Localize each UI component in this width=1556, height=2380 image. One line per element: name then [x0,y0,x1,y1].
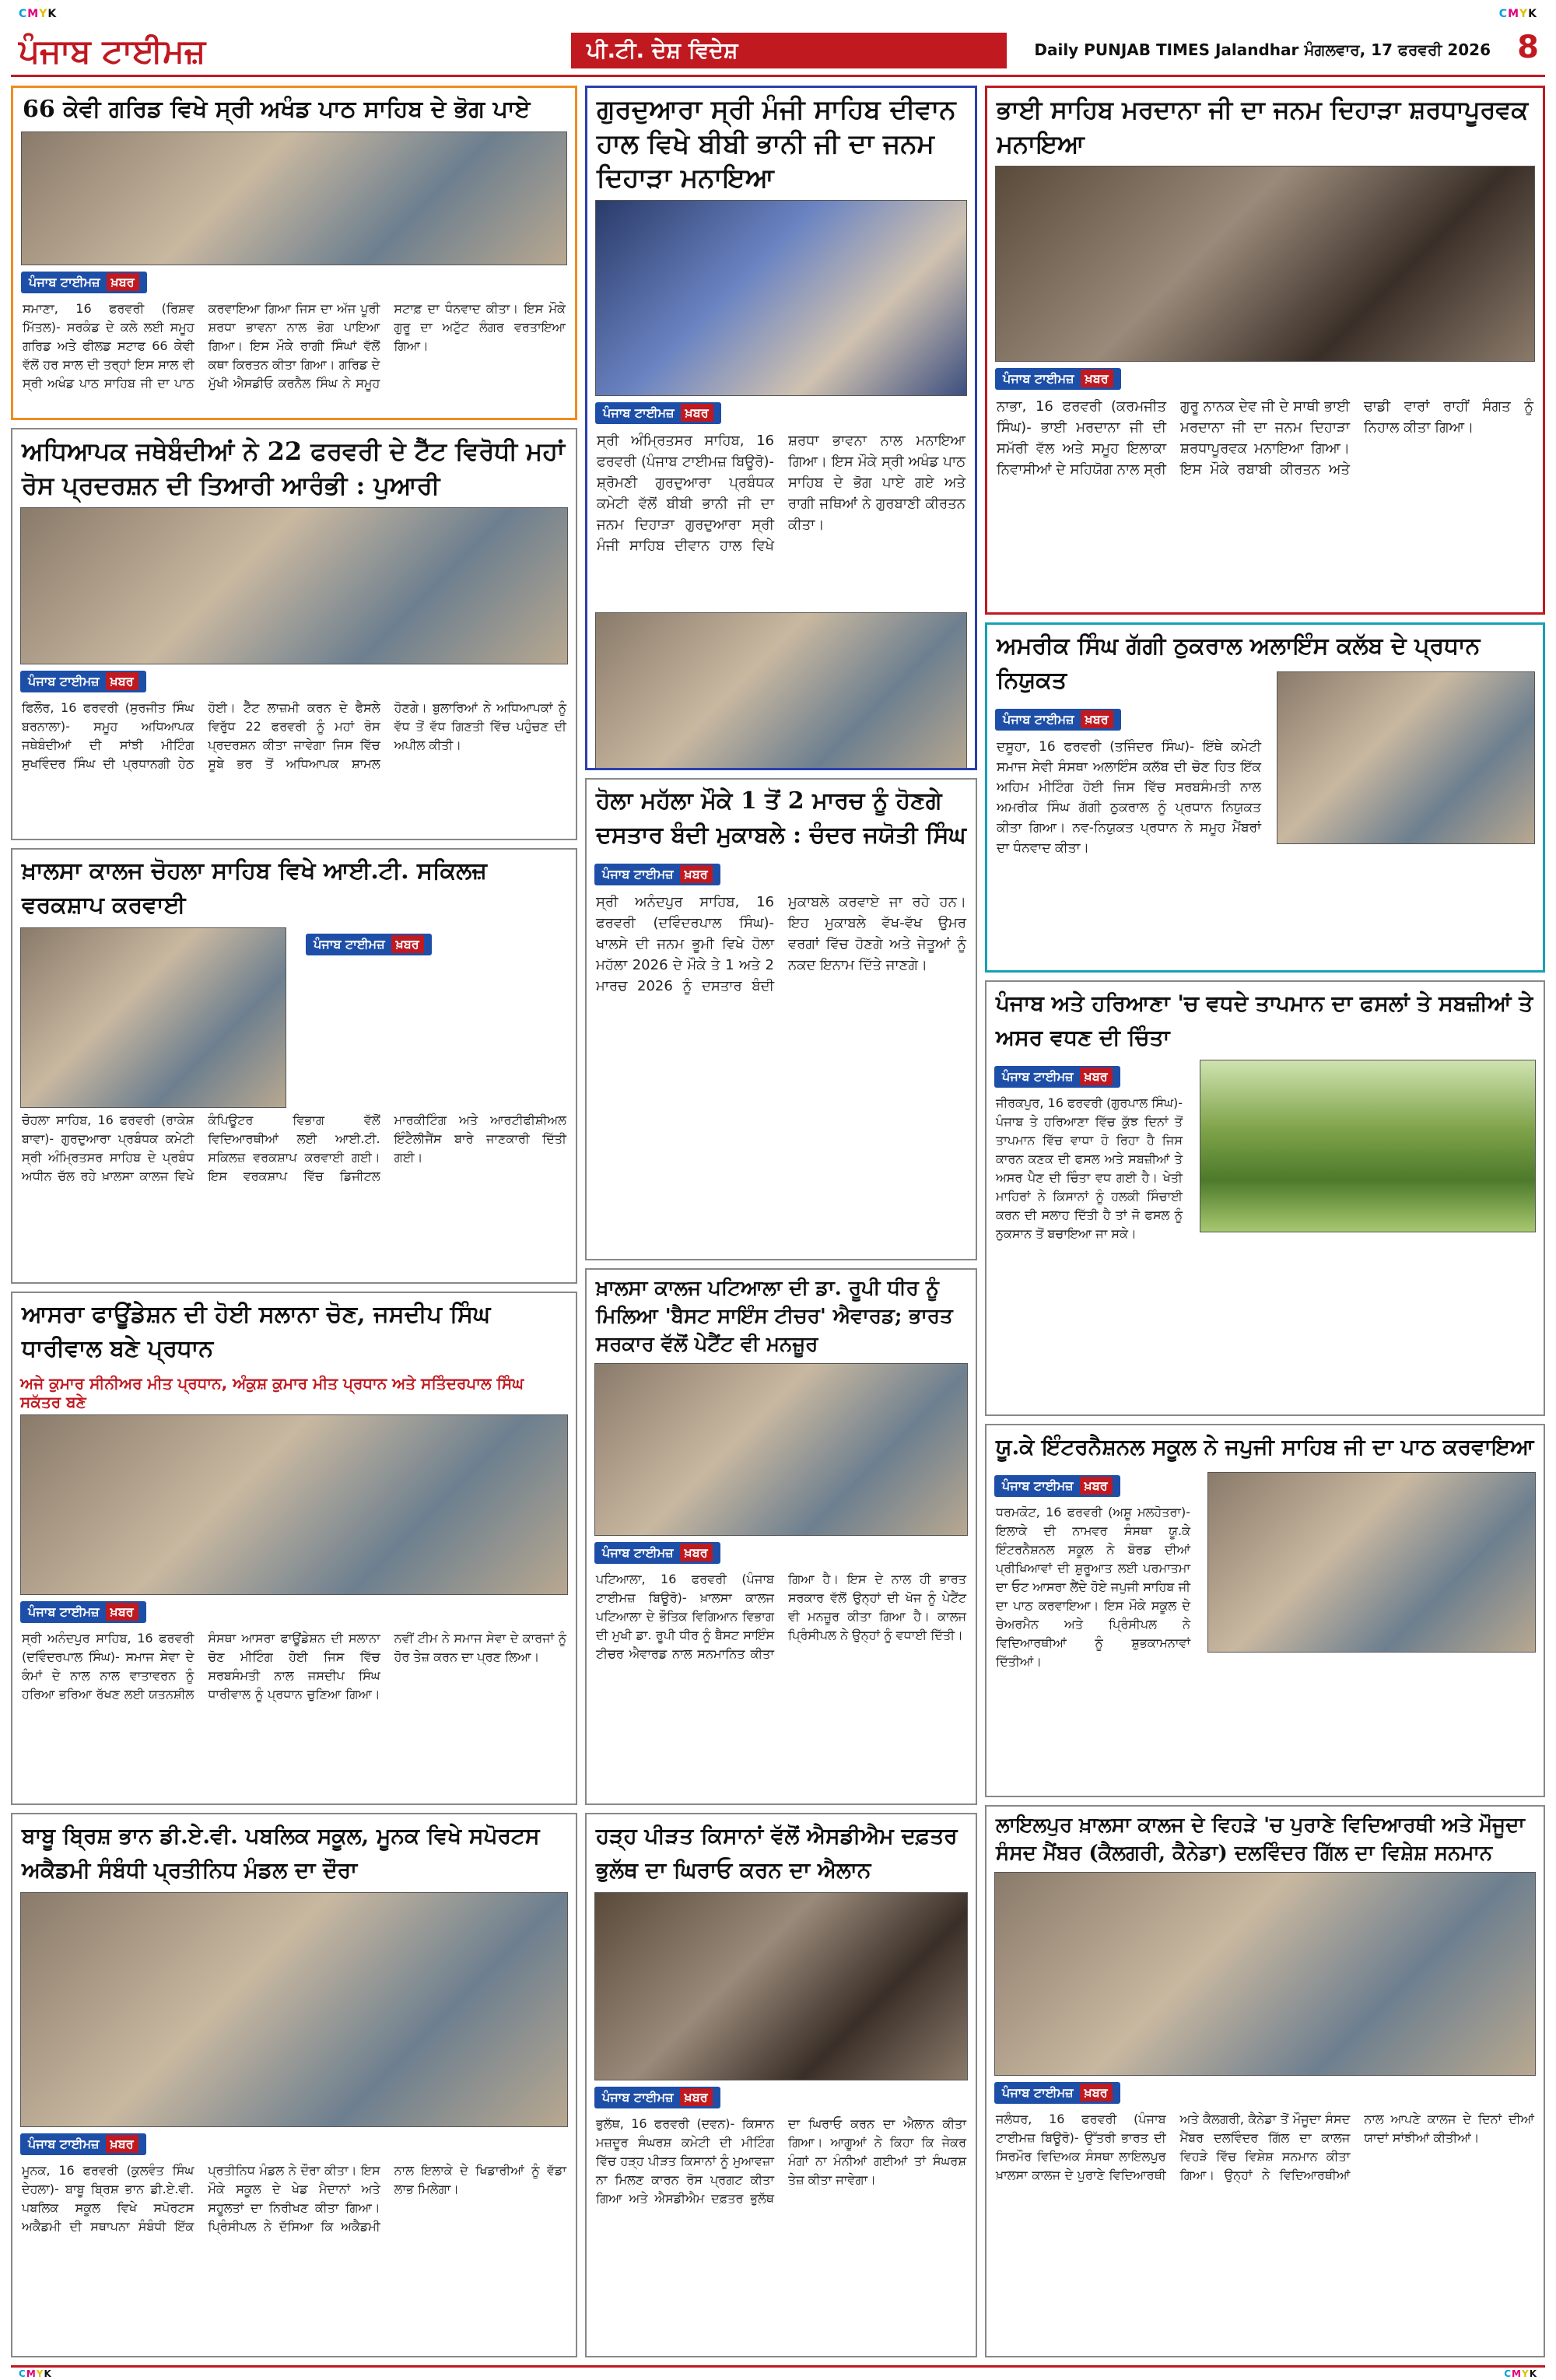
credit-badge: ਪੰਜਾਬ ਟਾਈਮਜ਼ ਖ਼ਬਰ [994,1475,1120,1497]
headline: ਭਾਈ ਸਾਹਿਬ ਮਰਦਾਨਾ ਜੀ ਦਾ ਜਨਮ ਦਿਹਾੜਾ ਸ਼ਰਧਾਪੂਰਵਕ ਮਨਾਇਆ [997,95,1529,159]
credit-badge: ਪੰਜਾਬ ਟਾਈਮਜ਼ ਖ਼ਬਰ [20,1601,146,1623]
article-body: ਦਸੂਹਾ, 16 ਫਰਵਰੀ (ਤਜਿੰਦਰ ਸਿੰਘ)- ਇੱਥੇ ਕਮੇਟੀ ਸਮਾਜ ਸੇਵੀ ਸੰਸਥਾ ਅਲਾਇੰਸ ਕਲੱਬ ਦੀ ਚੋਣ ਹਿਤ ਇੱਕ ਅਹਿਮ ਮੀਟਿੰਗ ਹੋਈ ਜਿਸ ਵਿੱਚ ਸਰਬਸੰਮਤੀ ਨਾਲ ਅਮਰੀਕ ਸਿੰਘ ਗੱਗੀ ਠੁਕਰਾਲ ਨੂੰ ਪ੍ਰਧਾਨ ਨਿਯੁਕਤ ਕੀਤਾ ਗਿਆ। ਨਵ-ਨਿਯੁਕਤ ਪ੍ਰਧਾਨ ਨੇ ਸਮੂਹ ਮੈਂਬਰਾਂ ਦਾ ਧੰਨਵਾਦ ਕੀਤਾ। [997,739,1261,856]
credit-badge: ਪੰਜਾਬ ਟਾਈਮਜ਼ ਖ਼ਬਰ [594,864,720,885]
photo-school-event [595,612,967,770]
story-rising-temperature [985,980,1545,1416]
article-body: ਨਾਭਾ, 16 ਫਰਵਰੀ (ਕਰਮਜੀਤ ਸਿੰਘ)- ਭਾਈ ਮਰਦਾਨਾ ਜੀ ਦੀ ਸਮੱਰੀ ਵੱਲ ਅਤੇ ਸਮੂਹ ਇਲਾਕਾ ਨਿਵਾਸੀਆਂ ਦੇ ਸਹਿਯੋਗ ਨਾਲ ਸ੍ਰੀ ਗੁਰੂ ਨਾਨਕ ਦੇਵ ਜੀ ਦੇ ਸਾਥੀ ਭਾਈ ਮਰਦਾਨਾ ਜੀ ਦਾ ਜਨਮ ਦਿਹਾੜਾ ਸ਼ਰਧਾਪੂਰਵਕ ਮਨਾਇਆ ਗਿਆ। ਇਸ ਮੌਕੇ ਰਬਾਬੀ ਕੀਰਤਨ ਅਤੇ ਢਾਡੀ ਵਾਰਾਂ ਰਾਹੀਂ ਸੰਗਤ ਨੂੰ ਨਿਹਾਲ ਕੀਤਾ ਗਿਆ। [997,398,1533,478]
article-body: ਧਰਮਕੋਟ, 16 ਫਰਵਰੀ (ਅਸ਼ੂ ਮਲਹੋਤਰਾ)- ਇਲਾਕੇ ਦੀ ਨਾਮਵਰ ਸੰਸਥਾ ਯੂ.ਕੇ ਇੰਟਰਨੈਸ਼ਨਲ ਸਕੂਲ ਨੇ ਬੋਰਡ ਦੀਆਂ ਪ੍ਰੀਖਿਆਵਾਂ ਦੀ ਸ਼ੁਰੂਆਤ ਲਈ ਪਰਮਾਤਮਾ ਦਾ ਓਟ ਆਸਰਾ ਲੈਂਦੇ ਹੋਏ ਜਪੁਜੀ ਸਾਹਿਬ ਜੀ ਦਾ ਪਾਠ ਕਰਵਾਇਆ। ਇਸ ਮੌਕੇ ਸਕੂਲ ਦੇ ਚੇਅਰਮੈਨ ਅਤੇ ਪ੍ਰਿੰਸੀਪਲ ਨੇ ਵਿਦਿਆਰਥੀਆਂ ਨੂੰ ਸ਼ੁਭਕਾਮਨਾਵਾਂ ਦਿੱਤੀਆਂ। [996,1505,1190,1669]
dateline: Daily PUNJAB TIMES Jalandhar ਮੰਗਲਵਾਰ, 17 ਫਰਵਰੀ 2026 [1034,40,1491,59]
credit-badge: ਪੰਜਾਬ ਟਾਈਮਜ਼ ਖ਼ਬਰ [995,368,1121,390]
headline: ਗੁਰਦੁਆਰਾ ਸ੍ਰੀ ਮੰਜੀ ਸਾਹਿਬ ਦੀਵਾਨ ਹਾਲ ਵਿਖੇ ਬੀਬੀ ਭਾਨੀ ਜੀ ਦਾ ਜਨਮ ਦਿਹਾੜਾ ਮਨਾਇਆ [597,94,956,194]
story-bibi-bhani-ji [585,86,977,770]
photo [20,507,568,664]
photo [994,1872,1536,2076]
headline: 66 ਕੇਵੀ ਗਰਿਡ ਵਿਖੇ ਸ੍ਰੀ ਅਖੰਡ ਪਾਠ ਸਾਹਿਬ ਦੇ ਭੋਗ ਪਾਏ [23,96,531,123]
credit-badge: ਪੰਜਾਬ ਟਾਈਮਜ਼ ਖ਼ਬਰ [994,2082,1120,2104]
photo [595,200,967,396]
masthead [11,30,1545,77]
story-khalsa-college-workshop [11,848,577,1284]
article-body: ਸ੍ਰੀ ਅਨੰਦਪੁਰ ਸਾਹਿਬ, 16 ਫਰਵਰੀ (ਦਵਿੰਦਰਪਾਲ ਸਿੰਘ)- ਖਾਲਸੇ ਦੀ ਜਨਮ ਭੂਮੀ ਵਿਖੇ ਹੋਲਾ ਮਹੱਲਾ 2026 ਦੇ ਮੌਕੇ ਤੇ 1 ਅਤੇ 2 ਮਾਰਚ 2026 ਨੂੰ ਦਸਤਾਰ ਬੰਦੀ ਮੁਕਾਬਲੇ ਕਰਵਾਏ ਜਾ ਰਹੇ ਹਨ। ਇਹ ਮੁਕਾਬਲੇ ਵੱਖ-ਵੱਖ ਉਮਰ ਵਰਗਾਂ ਵਿੱਚ ਹੋਣਗੇ ਅਤੇ ਜੇਤੂਆਂ ਨੂੰ ਨਕਦ ਇਨਾਮ ਦਿੱਤੇ ਜਾਣਗੇ। [596,894,966,994]
credit-badge: ਪੰਜਾਬ ਟਾਈਮਜ਼ ਖ਼ਬਰ [594,1542,720,1564]
credit-badge: ਪੰਜਾਬ ਟਾਈਮਜ਼ ਖ਼ਬਰ [306,934,432,955]
story-alliance-club [985,622,1545,973]
subheadline: ਅਜੇ ਕੁਮਾਰ ਸੀਨੀਅਰ ਮੀਤ ਪ੍ਰਧਾਨ, ਅੰਕੁਸ਼ ਕੁਮਾਰ ਮੀਤ ਪ੍ਰਧਾਨ ਅਤੇ ਸਤਿੰਦਰਪਾਲ ਸਿੰਘ ਸਕੱਤਰ ਬਣੇ [20,1374,524,1411]
article-body: ਸ੍ਰੀ ਅੰਮ੍ਰਿਤਸਰ ਸਾਹਿਬ, 16 ਫਰਵਰੀ (ਪੰਜਾਬ ਟਾਈਮਜ਼ ਬਿਊਰੋ)- ਸ਼੍ਰੋਮਣੀ ਗੁਰਦੁਆਰਾ ਪ੍ਰਬੰਧਕ ਕਮੇਟੀ ਵੱਲੋਂ ਬੀਬੀ ਭਾਨੀ ਜੀ ਦਾ ਜਨਮ ਦਿਹਾੜਾ ਗੁਰਦੁਆਰਾ ਸ੍ਰੀ ਮੰਜੀ ਸਾਹਿਬ ਦੀਵਾਨ ਹਾਲ ਵਿਖੇ ਸ਼ਰਧਾ ਭਾਵਨਾ ਨਾਲ ਮਨਾਇਆ ਗਿਆ। ਇਸ ਮੌਕੇ ਸ੍ਰੀ ਅਖੰਡ ਪਾਠ ਸਾਹਿਬ ਦੇ ਭੋਗ ਪਾਏ ਗਏ ਅਤੇ ਰਾਗੀ ਜਥਿਆਂ ਨੇ ਗੁਰਬਾਣੀ ਕੀਰਤਨ ਕੀਤਾ। [597,433,965,554]
photo-wheat-field [1200,1060,1536,1232]
story-bhai-mardana-ji [985,86,1545,615]
headline: ਹੜ੍ਹ ਪੀੜਤ ਕਿਸਾਨਾਂ ਵੱਲੋਂ ਐਸਡੀਐਮ ਦਫ਼ਤਰ ਭੁਲੱਥ ਦਾ ਘਿਰਾਓ ਕਰਨ ਦਾ ਐਲਾਨ [596,1823,958,1883]
article-body: ਜੀਰਕਪੁਰ, 16 ਫਰਵਰੀ (ਗੁਰਪਾਲ ਸਿੰਘ)- ਪੰਜਾਬ ਤੇ ਹਰਿਆਣਾ ਵਿੱਚ ਕੁੱਝ ਦਿਨਾਂ ਤੋਂ ਤਾਪਮਾਨ ਵਿੱਚ ਵਾਧਾ ਹੋ ਰਿਹਾ ਹੈ ਜਿਸ ਕਾਰਨ ਕਣਕ ਦੀ ਫਸਲ ਅਤੇ ਸਬਜ਼ੀਆਂ ਤੇ ਅਸਰ ਪੈਣ ਦੀ ਚਿੰਤਾ ਵਧ ਗਈ ਹੈ। ਖੇਤੀ ਮਾਹਿਰਾਂ ਨੇ ਕਿਸਾਨਾਂ ਨੂੰ ਹਲਕੀ ਸਿੰਚਾਈ ਕਰਨ ਦੀ ਸਲਾਹ ਦਿੱਤੀ ਹੈ ਤਾਂ ਜੋ ਫਸਲ ਨੂੰ ਨੁਕਸਾਨ ਤੋਂ ਬਚਾਇਆ ਜਾ ਸਕੇ। [996,1095,1183,1241]
photo [20,927,286,1108]
registration-mark-top-right: CMYK [1498,8,1537,20]
headline: ਅਮਰੀਕ ਸਿੰਘ ਗੱਗੀ ਠੁਕਰਾਲ ਅਲਾਇੰਸ ਕਲੱਬ ਦੇ ਪ੍ਰਧਾਨ ਨਿਯੁਕਤ [997,633,1481,694]
registration-mark-bottom-left: CMYK [19,2368,52,2379]
credit-badge: ਪੰਜਾਬ ਟਾਈਮਜ਼ ਖ਼ਬਰ [21,272,147,293]
credit-badge: ਪੰਜਾਬ ਟਾਈਮਜ਼ ਖ਼ਬਰ [20,671,146,692]
headline: ਖ਼ਾਲਸਾ ਕਾਲਜ ਚੋਹਲਾ ਸਾਹਿਬ ਵਿਖੇ ਆਈ.ਟੀ. ਸਕਿਲਜ਼ ਵਰਕਸ਼ਾਪ ਕਰਵਾਈ [22,857,487,919]
photo [594,1363,968,1536]
photo [21,131,567,265]
registration-mark-bottom-right: CMYK [1504,2368,1537,2379]
article-body: ਭੁਲੱਥ, 16 ਫਰਵਰੀ (ਦਵਨ)- ਕਿਸਾਨ ਮਜ਼ਦੂਰ ਸੰਘਰਸ਼ ਕਮੇਟੀ ਦੀ ਮੀਟਿੰਗ ਵਿੱਚ ਹੜ੍ਹ ਪੀੜਤ ਕਿਸਾਨਾਂ ਨੂੰ ਮੁਆਵਜ਼ਾ ਨਾ ਮਿਲਣ ਕਾਰਨ ਰੋਸ ਪ੍ਰਗਟ ਕੀਤਾ ਗਿਆ ਅਤੇ ਐਸਡੀਐਮ ਦਫ਼ਤਰ ਭੁਲੱਥ ਦਾ ਘਿਰਾਓ ਕਰਨ ਦਾ ਐਲਾਨ ਕੀਤਾ ਗਿਆ। ਆਗੂਆਂ ਨੇ ਕਿਹਾ ਕਿ ਜੇਕਰ ਮੰਗਾਂ ਨਾ ਮੰਨੀਆਂ ਗਈਆਂ ਤਾਂ ਸੰਘਰਸ਼ ਤੇਜ਼ ਕੀਤਾ ਜਾਵੇਗਾ। [596,2116,966,2206]
headline: ਯੂ.ਕੇ ਇੰਟਰਨੈਸ਼ਨਲ ਸਕੂਲ ਨੇ ਜਪੁਜੀ ਸਾਹਿਬ ਜੀ ਦਾ ਪਾਠ ਕਰਵਾਇਆ [996,1434,1534,1460]
credit-badge: ਪੰਜਾਬ ਟਾਈਮਜ਼ ਖ਼ਬਰ [20,2133,146,2155]
photo [1207,1472,1536,1653]
credit-badge: ਪੰਜਾਬ ਟਾਈਮਜ਼ ਖ਼ਬਰ [594,2087,720,2108]
headline: ਖ਼ਾਲਸਾ ਕਾਲਜ ਪਟਿਆਲਾ ਦੀ ਡਾ. ਰੂਪੀ ਧੀਰ ਨੂੰ ਮਿਲਿਆ 'ਬੈਸਟ ਸਾਇੰਸ ਟੀਚਰ' ਐਵਾਰਡ; ਭਾਰਤ ਸਰਕਾਰ ਵੱਲੋਂ ਪੇਟੈਂਟ ਵੀ ਮਨਜ਼ੂਰ [596,1277,953,1356]
story-teachers-protest [11,428,577,840]
story-hola-mahalla-turban [585,778,977,1260]
story-lyallpur-khalsa-college-mp [985,1805,1545,2357]
article-body: ਫਿਲੌਰ, 16 ਫਰਵਰੀ (ਸੁਰਜੀਤ ਸਿੰਘ ਬਰਨਾਲਾ)- ਸਮੂਹ ਅਧਿਆਪਕ ਜਥੇਬੰਦੀਆਂ ਦੀ ਸਾਂਝੀ ਮੀਟਿੰਗ ਸੁਖਵਿੰਦਰ ਸਿੰਘ ਦੀ ਪ੍ਰਧਾਨਗੀ ਹੇਠ ਹੋਈ। ਟੈੱਟ ਲਾਜ਼ਮੀ ਕਰਨ ਦੇ ਫੈਸਲੇ ਵਿਰੁੱਧ 22 ਫਰਵਰੀ ਨੂੰ ਮਹਾਂ ਰੋਸ ਪ੍ਰਦਰਸ਼ਨ ਕੀਤਾ ਜਾਵੇਗਾ ਜਿਸ ਵਿੱਚ ਸੂਬੇ ਭਰ ਤੋਂ ਅਧਿਆਪਕ ਸ਼ਾਮਲ ਹੋਣਗੇ। ਬੁਲਾਰਿਆਂ ਨੇ ਅਧਿਆਪਕਾਂ ਨੂੰ ਵੱਧ ਤੋਂ ਵੱਧ ਗਿਣਤੀ ਵਿੱਚ ਪਹੁੰਚਣ ਦੀ ਅਪੀਲ ਕੀਤੀ। [22,700,566,771]
photo [1277,671,1535,844]
registration-mark-top-left: CMYK [19,8,58,20]
credit-badge: ਪੰਜਾਬ ਟਾਈਮਜ਼ ਖ਼ਬਰ [994,1066,1120,1088]
article-body: ਸਮਾਣਾ, 16 ਫਰਵਰੀ (ਰਿਸ਼ਵ ਮਿੱਤਲ)- ਸਰਕੰਡ ਦੇ ਕਲੇ ਲਈ ਸਮੂਹ ਗਰਿਡ ਅਤੇ ਫੀਲਡ ਸਟਾਫ 66 ਕੇਵੀ ਵੱਲੋਂ ਹਰ ਸਾਲ ਦੀ ਤਰ੍ਹਾਂ ਇਸ ਸਾਲ ਵੀ ਸ੍ਰੀ ਅਖੰਡ ਪਾਠ ਸਾਹਿਬ ਜੀ ਦਾ ਪਾਠ ਕਰਵਾਇਆ ਗਿਆ ਜਿਸ ਦਾ ਅੱਜ ਪੂਰੀ ਸ਼ਰਧਾ ਭਾਵਨਾ ਨਾਲ ਭੋਗ ਪਾਇਆ ਗਿਆ। ਇਸ ਮੌਕੇ ਰਾਗੀ ਸਿੰਘਾਂ ਵੱਲੋਂ ਕਥਾ ਕਿਰਤਨ ਕੀਤਾ ਗਿਆ। ਗਰਿਡ ਦੇ ਮੁੱਖੀ ਐਸਡੀਓ ਕਰਨੈਲ ਸਿੰਘ ਨੇ ਸਮੂਹ ਸਟਾਫ਼ ਦਾ ਧੰਨਵਾਦ ਕੀਤਾ। ਇਸ ਮੌਕੇ ਗੁਰੂ ਦਾ ਅਟੁੱਟ ਲੰਗਰ ਵਰਤਾਇਆ ਗਿਆ। [23,301,566,391]
headline: ਬਾਬੂ ਬ੍ਰਿਸ਼ ਭਾਨ ਡੀ.ਏ.ਵੀ. ਪਬਲਿਕ ਸਕੂਲ, ਮੂਨਕ ਵਿਖੇ ਸਪੋਰਟਸ ਅਕੈਡਮੀ ਸੰਬੰਧੀ ਪ੍ਰਤੀਨਿਧ ਮੰਡਲ ਦਾ ਦੌਰਾ [22,1823,540,1883]
headline: ਪੰਜਾਬ ਅਤੇ ਹਰਿਆਣਾ 'ਚ ਵਧਦੇ ਤਾਪਮਾਨ ਦਾ ਫਸਲਾਂ ਤੇ ਸਬਜ਼ੀਆਂ ਤੇ ਅਸਰ ਵਧਣ ਦੀ ਚਿੰਤਾ [996,990,1533,1050]
headline: ਲਾਇਲਪੁਰ ਖ਼ਾਲਸਾ ਕਾਲਜ ਦੇ ਵਿਹੜੇ 'ਚ ਪੁਰਾਣੇ ਵਿਦਿਆਰਥੀ ਅਤੇ ਮੌਜੂਦਾ ਸੰਸਦ ਮੈਂਬਰ (ਕੈਲਗਰੀ, ਕੈਨੇਡਾ) ਦਲਵਿੰਦਰ ਗਿੱਲ ਦਾ ਵਿਸ਼ੇਸ਼ ਸਨਮਾਨ [996,1814,1525,1865]
story-dr-rupi-dhir-award [585,1268,977,1805]
section-title: ਪੀ.ਟੀ. ਦੇਸ਼ ਵਿਦੇਸ਼ [571,33,1007,68]
photo [20,1892,568,2127]
credit-badge: ਪੰਜਾਬ ਟਾਈਮਜ਼ ਖ਼ਬਰ [995,709,1121,731]
story-aasra-foundation [11,1292,577,1805]
article-body: ਸ੍ਰੀ ਅਨੰਦਪੁਰ ਸਾਹਿਬ, 16 ਫਰਵਰੀ (ਦਵਿੰਦਰਪਾਲ ਸਿੰਘ)- ਸਮਾਜ ਸੇਵਾ ਦੇ ਕੰਮਾਂ ਦੇ ਨਾਲ ਨਾਲ ਵਾਤਾਵਰਨ ਨੂੰ ਹਰਿਆ ਭਰਿਆ ਰੱਖਣ ਲਈ ਯਤਨਸ਼ੀਲ ਸੰਸਥਾ ਆਸਰਾ ਫਾਊਂਡੇਸ਼ਨ ਦੀ ਸਲਾਨਾ ਚੋਣ ਮੀਟਿੰਗ ਹੋਈ ਜਿਸ ਵਿੱਚ ਸਰਬਸੰਮਤੀ ਨਾਲ ਜਸਦੀਪ ਸਿੰਘ ਧਾਰੀਵਾਲ ਨੂੰ ਪ੍ਰਧਾਨ ਚੁਣਿਆ ਗਿਆ। ਨਵੀਂ ਟੀਮ ਨੇ ਸਮਾਜ ਸੇਵਾ ਦੇ ਕਾਰਜਾਂ ਨੂੰ ਹੋਰ ਤੇਜ਼ ਕਰਨ ਦਾ ਪ੍ਰਣ ਲਿਆ। [22,1631,566,1702]
headline: ਆਸਰਾ ਫਾਊਂਡੇਸ਼ਨ ਦੀ ਹੋਈ ਸਲਾਨਾ ਚੋਣ, ਜਸਦੀਪ ਸਿੰਘ ਧਾਰੀਵਾਲ ਬਣੇ ਪ੍ਰਧਾਨ [22,1301,491,1362]
headline: ਅਧਿਆਪਕ ਜਥੇਬੰਦੀਆਂ ਨੇ 22 ਫਰਵਰੀ ਦੇ ਟੈੱਟ ਵਿਰੋਧੀ ਮਹਾਂ ਰੋਸ ਪ੍ਰਦਰਸ਼ਨ ਦੀ ਤਿਆਰੀ ਆਰੰਭੀ : ਪੁਆਰੀ [22,436,565,500]
headline: ਹੋਲਾ ਮਹੱਲਾ ਮੌਕੇ 1 ਤੋਂ 2 ਮਾਰਚ ਨੂੰ ਹੋਣਗੇ ਦਸਤਾਰ ਬੰਦੀ ਮੁਕਾਬਲੇ : ਚੰਦਰ ਜਯੋਤੀ ਸਿੰਘ [596,787,966,849]
article-body: ਚੋਹਲਾ ਸਾਹਿਬ, 16 ਫਰਵਰੀ (ਰਾਕੇਸ਼ ਬਾਵਾ)- ਗੁਰਦੁਆਰਾ ਪ੍ਰਬੰਧਕ ਕਮੇਟੀ ਸ੍ਰੀ ਅੰਮ੍ਰਿਤਸਰ ਸਾਹਿਬ ਦੇ ਪ੍ਰਬੰਧ ਅਧੀਨ ਚੱਲ ਰਹੇ ਖ਼ਾਲਸਾ ਕਾਲਜ ਵਿਖੇ ਕੰਪਿਊਟਰ ਵਿਭਾਗ ਵੱਲੋਂ ਵਿਦਿਆਰਥੀਆਂ ਲਈ ਆਈ.ਟੀ. ਸਕਿਲਜ਼ ਵਰਕਸ਼ਾਪ ਕਰਵਾਈ ਗਈ। ਇਸ ਵਰਕਸ਼ਾਪ ਵਿੱਚ ਡਿਜੀਟਲ ਮਾਰਕੀਟਿੰਗ ਅਤੇ ਆਰਟੀਫੀਸ਼ੀਅਲ ਇੰਟੈਲੀਜੈਂਸ ਬਾਰੇ ਜਾਣਕਾਰੀ ਦਿੱਤੀ ਗਈ। [22,1113,566,1183]
photo [594,1892,968,2080]
story-dav-school-sports-academy [11,1813,577,2357]
newspaper-logo: ਪੰਜਾਬ ਟਾਈਮਜ਼ [19,32,206,70]
footer-rule [11,2365,1545,2368]
photo [20,1414,568,1595]
article-body: ਜਲੰਧਰ, 16 ਫਰਵਰੀ (ਪੰਜਾਬ ਟਾਈਮਜ਼ ਬਿਊਰੋ)- ਉੱਤਰੀ ਭਾਰਤ ਦੀ ਸਿਰਮੌਰ ਵਿਦਿਅਕ ਸੰਸਥਾ ਲਾਇਲਪੁਰ ਖ਼ਾਲਸਾ ਕਾਲਜ ਦੇ ਪੁਰਾਣੇ ਵਿਦਿਆਰਥੀ ਅਤੇ ਕੈਲਗਰੀ, ਕੈਨੇਡਾ ਤੋਂ ਮੌਜੂਦਾ ਸੰਸਦ ਮੈਂਬਰ ਦਲਵਿੰਦਰ ਗਿੱਲ ਦਾ ਕਾਲਜ ਵਿਹੜੇ ਵਿੱਚ ਵਿਸ਼ੇਸ਼ ਸਨਮਾਨ ਕੀਤਾ ਗਿਆ। ਉਨ੍ਹਾਂ ਨੇ ਵਿਦਿਆਰਥੀਆਂ ਨਾਲ ਆਪਣੇ ਕਾਲਜ ਦੇ ਦਿਨਾਂ ਦੀਆਂ ਯਾਦਾਂ ਸਾਂਝੀਆਂ ਕੀਤੀਆਂ। [996,2112,1534,2182]
article-body: ਪਟਿਆਲਾ, 16 ਫਰਵਰੀ (ਪੰਜਾਬ ਟਾਈਮਜ਼ ਬਿਊਰੋ)- ਖ਼ਾਲਸਾ ਕਾਲਜ ਪਟਿਆਲਾ ਦੇ ਭੌਤਿਕ ਵਿਗਿਆਨ ਵਿਭਾਗ ਦੀ ਮੁਖੀ ਡਾ. ਰੂਪੀ ਧੀਰ ਨੂੰ ਬੈਸਟ ਸਾਇੰਸ ਟੀਚਰ ਐਵਾਰਡ ਨਾਲ ਸਨਮਾਨਿਤ ਕੀਤਾ ਗਿਆ ਹੈ। ਇਸ ਦੇ ਨਾਲ ਹੀ ਭਾਰਤ ਸਰਕਾਰ ਵੱਲੋਂ ਉਨ੍ਹਾਂ ਦੀ ਖੋਜ ਨੂੰ ਪੇਟੈਂਟ ਵੀ ਮਨਜ਼ੂਰ ਕੀਤਾ ਗਿਆ ਹੈ। ਕਾਲਜ ਪ੍ਰਿੰਸੀਪਲ ਨੇ ਉਨ੍ਹਾਂ ਨੂੰ ਵਧਾਈ ਦਿੱਤੀ। [596,1572,966,1661]
page-number: 8 [1517,30,1539,65]
story-uk-international-school [985,1424,1545,1797]
photo [995,166,1535,362]
credit-badge: ਪੰਜਾਬ ਟਾਈਮਜ਼ ਖ਼ਬਰ [595,402,721,424]
story-flood-farmers-protest [585,1813,977,2357]
article-body: ਮੂਨਕ, 16 ਫਰਵਰੀ (ਕੁਲਵੰਤ ਸਿੰਘ ਦੇਹਲਾ)- ਬਾਬੂ ਬ੍ਰਿਸ਼ ਭਾਨ ਡੀ.ਏ.ਵੀ. ਪਬਲਿਕ ਸਕੂਲ ਵਿਖੇ ਸਪੋਰਟਸ ਅਕੈਡਮੀ ਦੀ ਸਥਾਪਨਾ ਸੰਬੰਧੀ ਇੱਕ ਪ੍ਰਤੀਨਿਧ ਮੰਡਲ ਨੇ ਦੌਰਾ ਕੀਤਾ। ਇਸ ਮੌਕੇ ਸਕੂਲ ਦੇ ਖੇਡ ਮੈਦਾਨਾਂ ਅਤੇ ਸਹੂਲਤਾਂ ਦਾ ਨਿਰੀਖਣ ਕੀਤਾ ਗਿਆ। ਪ੍ਰਿੰਸੀਪਲ ਨੇ ਦੱਸਿਆ ਕਿ ਅਕੈਡਮੀ ਨਾਲ ਇਲਾਕੇ ਦੇ ਖਿਡਾਰੀਆਂ ਨੂੰ ਵੱਡਾ ਲਾਭ ਮਿਲੇਗਾ। [22,2163,566,2234]
story-grid-akhand-path [11,86,577,420]
